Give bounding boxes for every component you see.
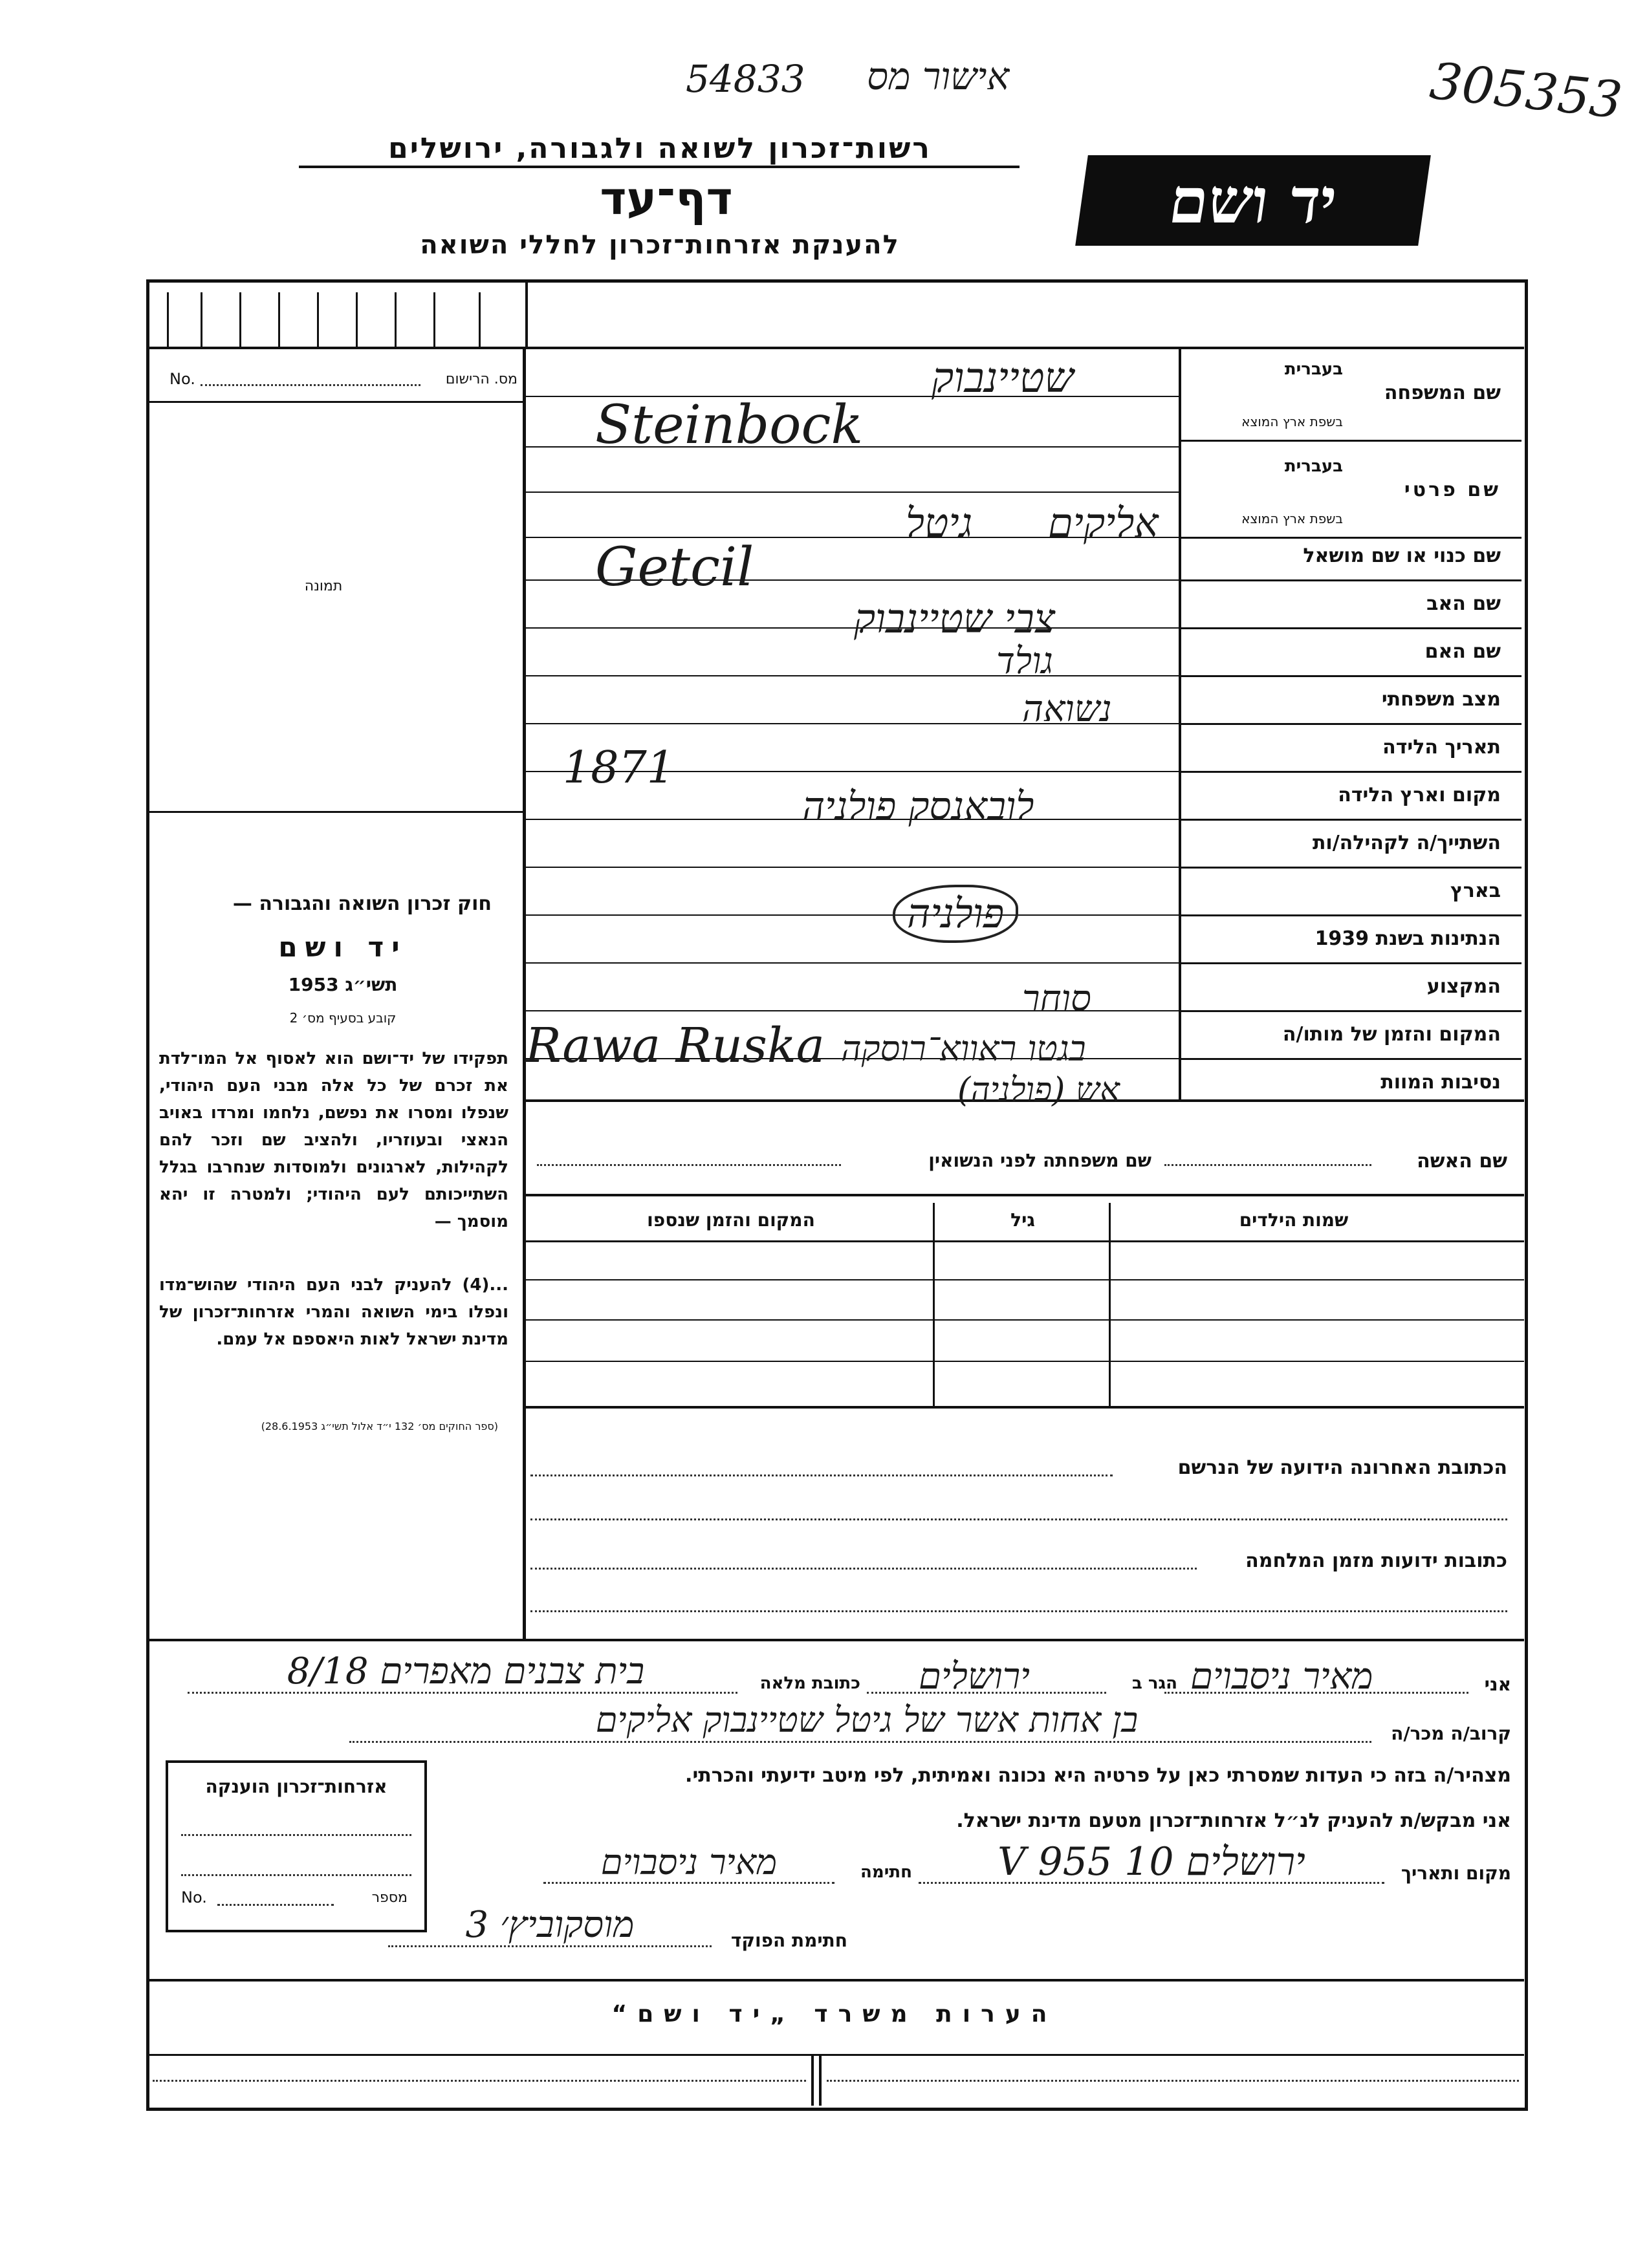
birth-date-value: 1871 — [563, 742, 675, 794]
age-header: גיל — [1010, 1209, 1035, 1231]
signature-label: חתימה — [860, 1863, 912, 1882]
signature-value: מאיר ניסבוים — [600, 1842, 778, 1883]
occupation-label: המקצוע — [1426, 975, 1501, 998]
country-label: בארץ — [1450, 880, 1501, 902]
community-label: השתייך/ה לקהילה/ות — [1312, 832, 1501, 854]
family-name-in-country-lang: בשפת ארץ המוצא — [1241, 414, 1343, 429]
first-name-in-hebrew: בעברית — [1284, 457, 1343, 476]
law-name: יד ושם — [278, 931, 408, 963]
logo-text: יד ושם — [1164, 164, 1342, 237]
declarant-name-value: מאיר ניסבוים — [1190, 1656, 1373, 1698]
marital-status-label: מצב משפחתי — [1381, 688, 1501, 711]
country-value: פולניה — [893, 885, 1018, 943]
first-name-in-country-lang: בשפת ארץ המוצא — [1241, 511, 1343, 526]
resides-city-value: ירושלים — [919, 1656, 1030, 1698]
law-title: חוק זכרון השואה והגבורה — — [232, 892, 492, 915]
father-name-value: צבי שטיינבוק — [854, 595, 1056, 642]
death-circumstances-label: נסיבות המוות — [1380, 1071, 1501, 1094]
citizenship-box-number-en: No. — [181, 1888, 207, 1906]
citizenship-1939-label: הנתינות בשנת 1939 — [1314, 927, 1501, 950]
family-name-label: שם המשפחה — [1384, 382, 1501, 404]
clerk-signature-value: מוסקוביץ׳ 3 — [465, 1904, 635, 1946]
father-label: שם האב — [1426, 592, 1501, 615]
photo-label: תמונה — [304, 578, 343, 594]
place-date-label: מקום ותאריך — [1401, 1863, 1511, 1884]
marital-status-value: נשואה — [1022, 688, 1112, 730]
clerk-signature-label: חתימת הפוקד — [730, 1930, 847, 1951]
citizenship-granted-box — [166, 1760, 427, 1932]
office-notes-title: הערות משרד „יד ושם“ — [611, 2001, 1058, 2027]
occupation-value: סוחר — [1022, 978, 1091, 1020]
first-name-label: שם פרטי — [1404, 479, 1501, 501]
place-date-value: ירושלים 10 V 955 — [998, 1839, 1305, 1885]
children-names-header: שמות הילדים — [1239, 1209, 1349, 1231]
last-address-label: הכתובת האחרונה הידועה של הנרשם — [1177, 1456, 1507, 1479]
death-place-english-value: Rawa Ruska — [525, 1018, 825, 1074]
resides-in-label: הגר ב — [1131, 1674, 1177, 1693]
citizenship-box-number-label: מספר — [371, 1890, 408, 1906]
law-year: תשי״ג 1953 — [288, 974, 398, 995]
birth-place-label: מקום וארץ הלידה — [1338, 784, 1501, 806]
form-title: דף־עד — [600, 172, 733, 225]
law-text-1: תפקידו של יד־ושם הוא לאסוף אל המו־לדת את זכרם של כל אלה מבני העם היהודי, שנפלו ומסרו את נפשם, נלחמו ומרדו באויב הנאצי ובעוזריו, ולהציב שם וזכר להם לקהילות, לארגונים ולמוסדות שנחרבו בגלל השתייכותם לעם היהודי; ולמטרה זו יהא מוסמך — — [159, 1049, 508, 1231]
wife-maiden-name-label: שם משפחתה לפני הנשואין — [928, 1150, 1151, 1171]
citizenship-granted-title: אזרחות־זכרון הוענקה — [205, 1776, 387, 1797]
relation-label: קרוב/ה מכר/ה — [1391, 1723, 1511, 1744]
wife-label: שם האשה — [1417, 1150, 1507, 1172]
death-place-hebrew-value: בגטו ראווא־רוסקה — [841, 1028, 1086, 1069]
death-place-time-label: המקום והזמן של מותו/ה — [1282, 1023, 1501, 1046]
wartime-addresses-label: כתובות ידועות מזמן המלחמה — [1245, 1550, 1507, 1572]
declaration-statement: מצהיר/ה בזה כי העדות שמסרתי כאן על פרטיה היא נכונה ואמיתית, לפי מיטב ידיעתי והכרתי. — [685, 1764, 1511, 1787]
full-address-label: כתובת מלאה — [759, 1674, 860, 1693]
registration-number-en: No. — [169, 370, 195, 388]
relation-value: בן אחות אשר של גיטל שטיינבוק אליקים — [595, 1700, 1139, 1740]
form-subtitle: להענקת אזרחות־זכרון לחללי השואה — [420, 230, 900, 260]
registration-number-label: מס. הרישום — [445, 371, 518, 387]
first-name-prefix-value: אליקים — [1048, 499, 1159, 546]
law-source: (ספר החוקים מס׳ 132 י״ד אלול תשי״ג 28.6.1953) — [261, 1420, 498, 1432]
family-name-original-value: Steinbock — [595, 394, 864, 456]
first-name-hebrew-value: גיטל — [906, 499, 973, 546]
approval-label: אישור מס — [867, 54, 1010, 98]
mother-label: שם האם — [1424, 640, 1501, 663]
law-clause: קובע בסעיף מס׳ 2 — [289, 1010, 397, 1026]
declarant-i-label: אני — [1484, 1674, 1511, 1695]
birth-place-value: לובאנסק פולניה — [802, 784, 1034, 829]
mother-name-value: גולד — [996, 640, 1053, 682]
declaration-request: אני מבקש/ת להעניק לנ״ל אזרחות־זכרון מטעם מדינת ישראל. — [956, 1809, 1511, 1832]
family-name-hebrew-value: שטיינבוק — [932, 354, 1074, 402]
full-address-value: בית צבנים מאפרים 8/18 — [287, 1650, 645, 1692]
yad-vashem-logo — [1075, 155, 1431, 246]
authority-title: רשות־זכרון לשואה ולגבורה, ירושלים — [388, 132, 932, 165]
family-name-in-hebrew: בעברית — [1284, 360, 1343, 379]
death-circumstances-value: אש (פולניה) — [957, 1071, 1120, 1110]
archive-number: 305353 — [1427, 52, 1625, 131]
children-place-time-header: המקום והזמן שנספו — [647, 1209, 815, 1231]
approval-number: 54833 — [686, 57, 805, 101]
birth-date-label: תאריך הלידה — [1382, 736, 1501, 759]
nickname-label: שם כנוי או שם מושאל — [1303, 545, 1501, 567]
law-text-2: ...(4) להעניק לבני העם היהודי שהוש־מדו ונפלו בימי השואה והמרי אזרחות־זכרון של מדינת ישראל לאות היאספם אל עמם. — [159, 1275, 508, 1349]
nickname-value: Getcil — [595, 537, 754, 598]
